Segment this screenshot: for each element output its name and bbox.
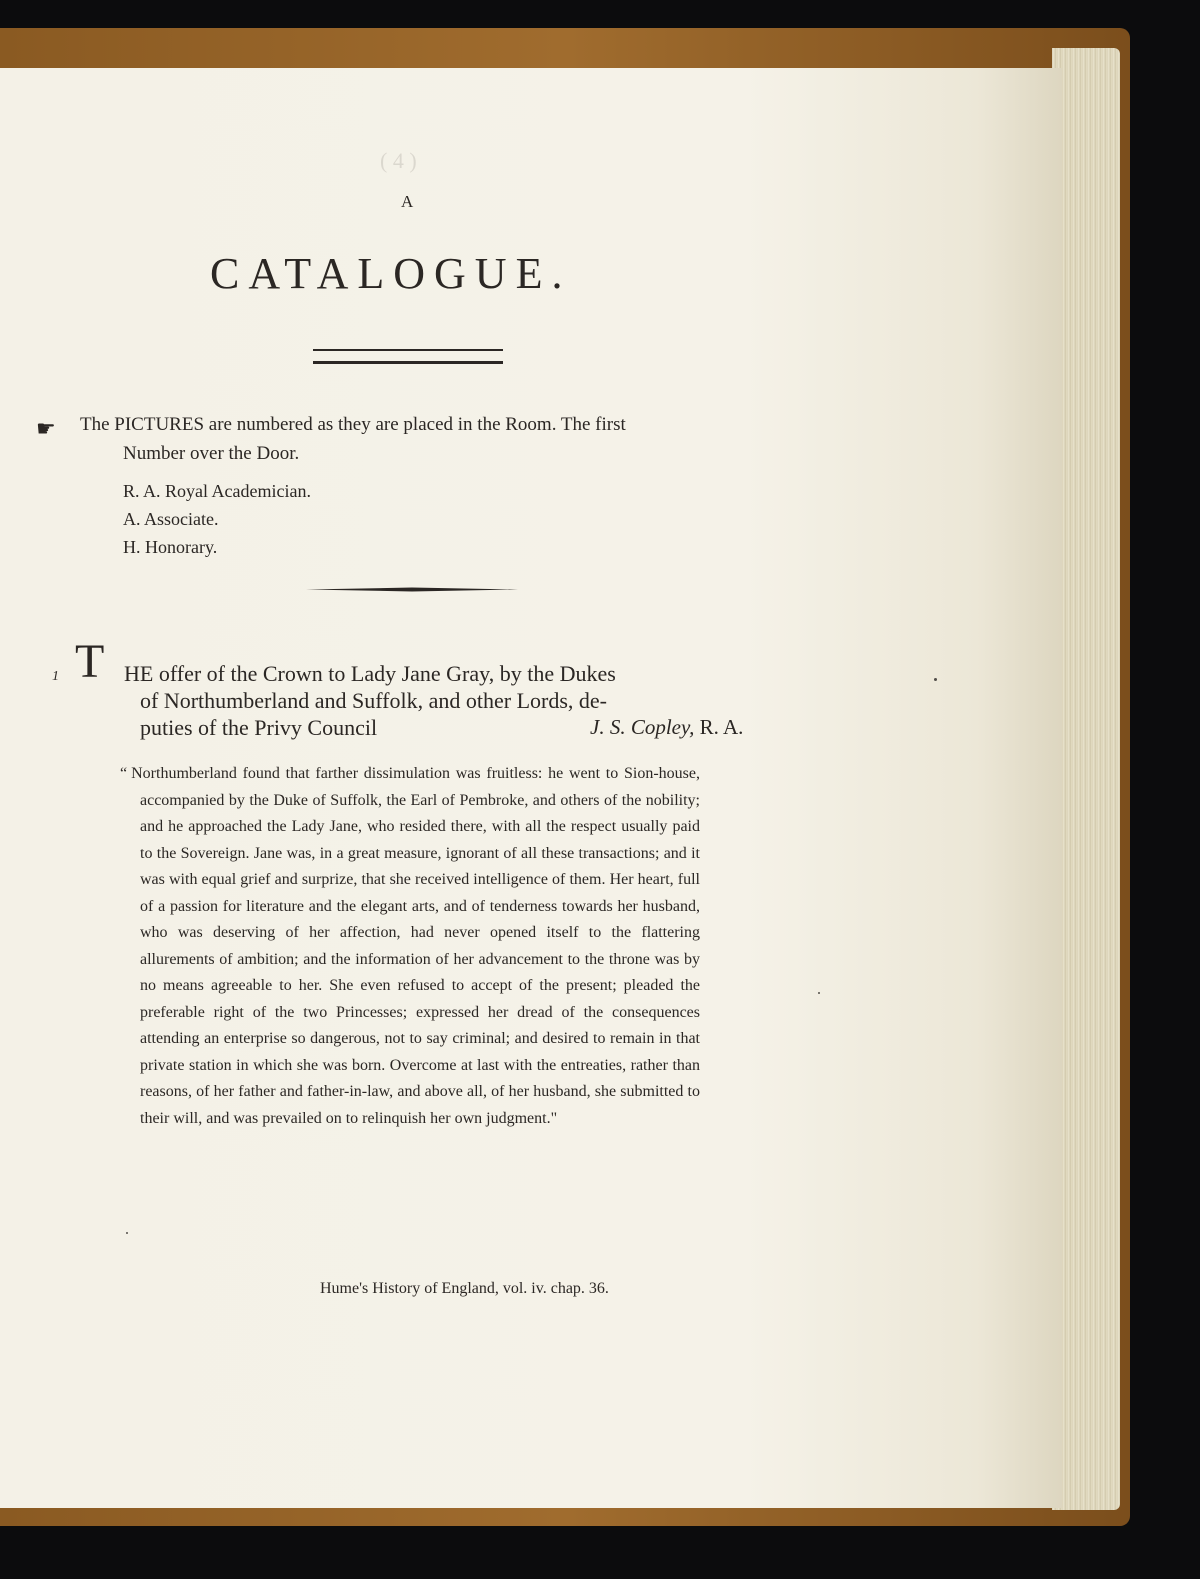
- entry-number: 1: [52, 669, 59, 684]
- paper-speck: [934, 678, 937, 681]
- intro-line-1: The PICTURES are numbered as they are placed in the Room. The first: [80, 414, 626, 435]
- page-title: CATALOGUE.: [210, 249, 572, 298]
- page-number: ( 4 ): [380, 148, 417, 173]
- paper-speck: [818, 992, 820, 994]
- artist-credit: [590, 715, 743, 740]
- quotation-source: Hume's History of England, vol. iv. chap. 36.: [320, 1280, 609, 1297]
- ornament-rule: [306, 587, 518, 592]
- entry-title-line-1: HE offer of the Crown to Lady Jane Gray, by the Dukes: [124, 661, 616, 686]
- paper-speck: [126, 1232, 128, 1234]
- drop-cap: T: [75, 635, 105, 688]
- pre-title: A: [401, 192, 415, 211]
- book-page: [0, 68, 1062, 1508]
- intro-line-2: Number over the Door.: [123, 443, 300, 464]
- opening-quote-mark: “: [120, 765, 128, 782]
- title-rule: [313, 349, 503, 364]
- page-edges: [1052, 48, 1120, 1510]
- artist-name: J. S. Copley,: [590, 715, 695, 739]
- artist-rank: R. A.: [699, 715, 744, 739]
- quotation-text: Northumberland found that farther dissimulation was fruitless: he went to Sion-house, accompanied by the Duke of Suffolk, the Earl of Pembroke, and others of the nobility; and he approached the Lady Jane, who resided there, with all the respect usually paid to the Sovereign. Jane was, in a great measure, ignorant of all these transactions; and it was with equal grief and surprize, that she received intelligence of them. Her heart, full of a passion for literature and the elegant arts, and of tenderness towards her husband, who was deserving of her affection, had never opened itself to the flattering allurements of ambition; and the information of her advancement to the throne was by no means agreeable to her. She even refused to accept of the present; pleaded the preferable right of the two Princesses; expressed her dread of the consequences attending an enterprise so dangerous, not to say criminal; and desired to remain in that private station in which she was born. Overcome at last with the entreaties, rather than reasons, of her father and father-in-law, and above all, of her husband, she submitted to their will, and was prevailed on to relinquish her own judgment.": [131, 765, 700, 1127]
- entry-title-line-3: puties of the Privy Council: [140, 715, 378, 740]
- abbreviation-item: A. Associate.: [123, 509, 219, 529]
- abbreviation-list: [123, 477, 311, 561]
- quotation: [120, 761, 700, 1132]
- abbreviation-item: R. A. Royal Academician.: [123, 481, 311, 501]
- pointing-hand-icon: ☛: [36, 416, 56, 441]
- abbreviation-item: H. Honorary.: [123, 537, 218, 557]
- intro-note: [80, 410, 800, 468]
- entry-title-line-2: of Northumberland and Suffolk, and other Lords, de-: [140, 688, 607, 713]
